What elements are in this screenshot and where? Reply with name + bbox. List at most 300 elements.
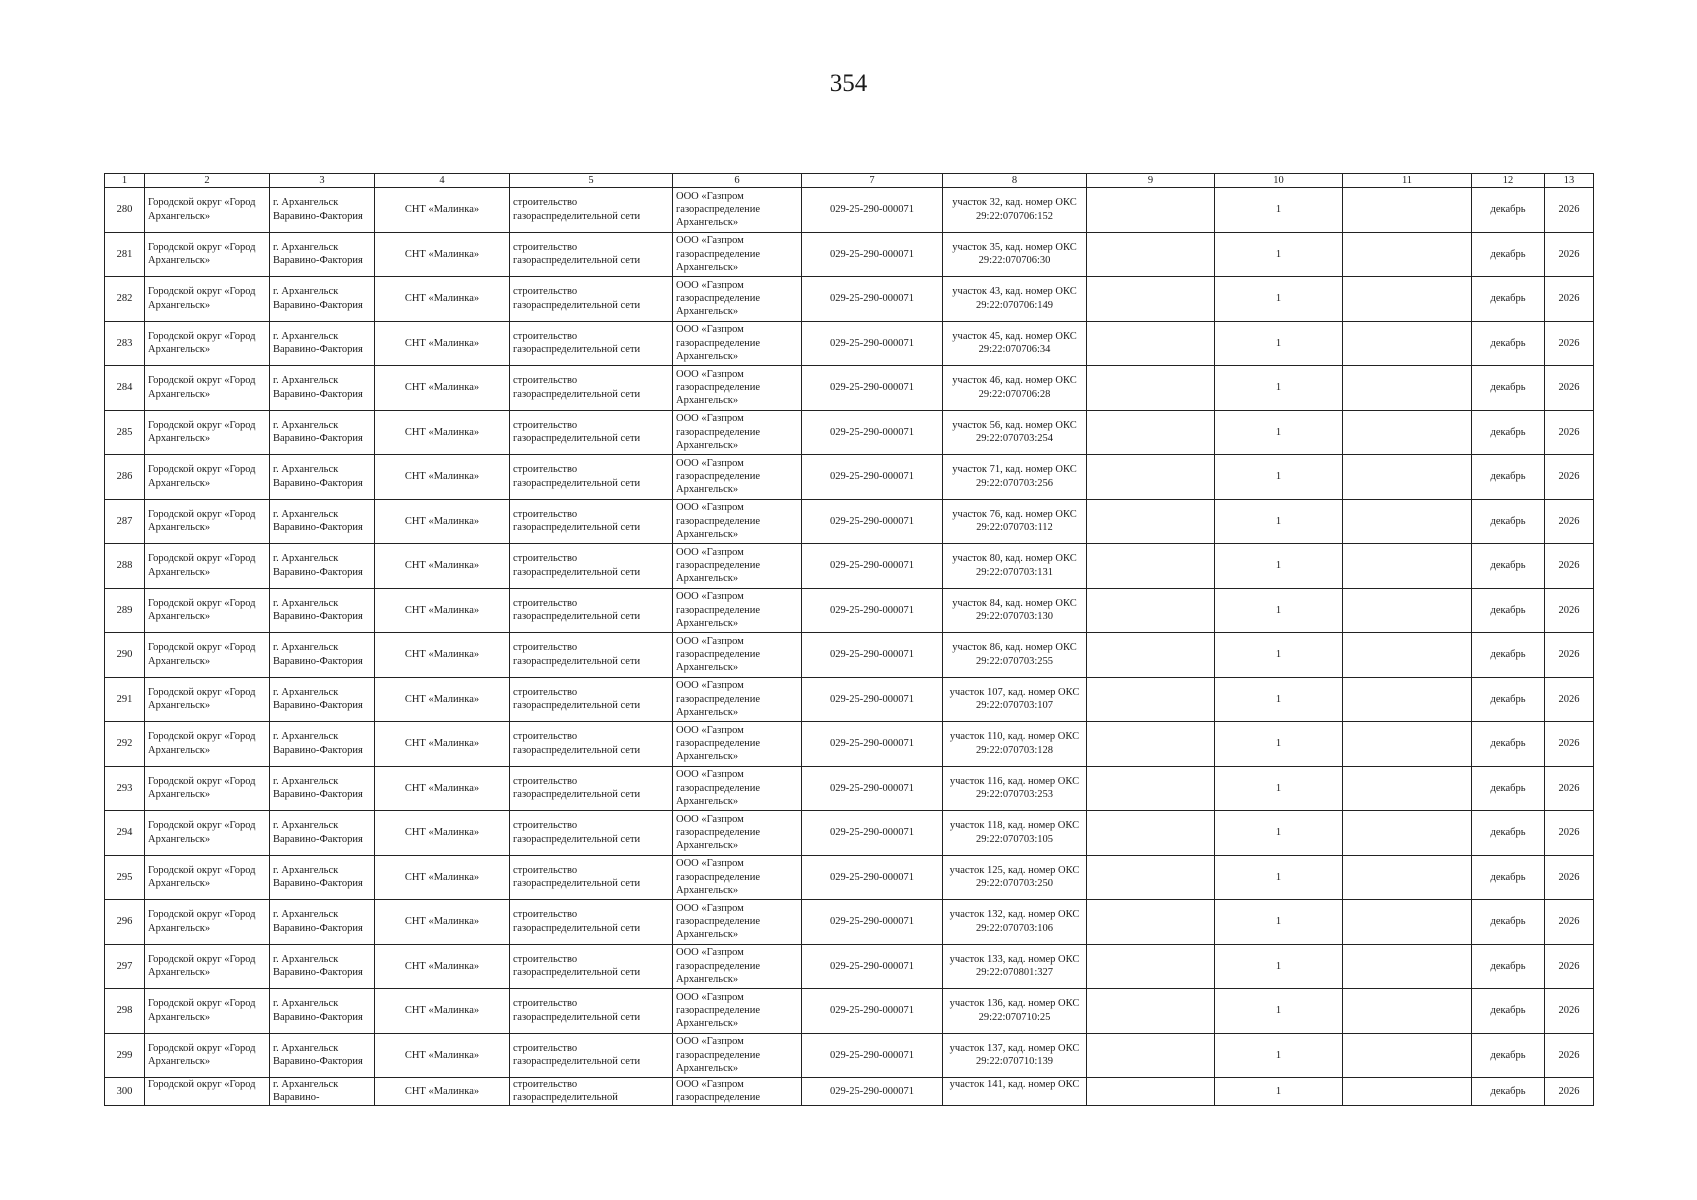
- table-cell-col-3: г. Архангельск Варавино-Фактория: [270, 900, 375, 945]
- table-cell-col-3: г. Архангельск Варавино-Фактория: [270, 544, 375, 589]
- table-cell-col-3: г. Архангельск Варавино-Фактория: [270, 321, 375, 366]
- table-cell-col-9: [1087, 944, 1215, 989]
- table-cell-col-11: [1343, 1033, 1472, 1078]
- table-cell-col-12: декабрь: [1472, 410, 1545, 455]
- table-cell-col-10: 1: [1215, 1033, 1343, 1078]
- table-row: [105, 855, 1594, 900]
- table-cell-col-1: 296: [105, 900, 145, 945]
- table-row: [105, 1078, 1594, 1106]
- table-cell-col-12: декабрь: [1472, 722, 1545, 767]
- table-cell-col-7: 029-25-290-000071: [802, 277, 943, 322]
- table-cell-col-8: участок 107, кад. номер ОКС 29:22:070703:107: [943, 677, 1087, 722]
- table-row: [105, 321, 1594, 366]
- table-cell-col-6: ООО «Газпром газораспределение Архангельск»: [673, 633, 802, 678]
- table-cell-col-6: ООО «Газпром газораспределение Архангельск»: [673, 944, 802, 989]
- table-cell-col-11: [1343, 499, 1472, 544]
- table-cell-col-8: участок 136, кад. номер ОКС 29:22:070710:25: [943, 989, 1087, 1034]
- table-cell-col-2: Городской округ «Город Архангельск»: [145, 588, 270, 633]
- table-cell-col-7: 029-25-290-000071: [802, 811, 943, 856]
- table-cell-col-6: ООО «Газпром газораспределение Архангельск»: [673, 544, 802, 589]
- table-cell-col-11: [1343, 766, 1472, 811]
- table-cell-col-3: г. Архангельск Варавино-Фактория: [270, 410, 375, 455]
- table-cell-col-2: Городской округ «Город Архангельск»: [145, 410, 270, 455]
- table-cell-col-13: 2026: [1545, 277, 1594, 322]
- table-cell-col-13: 2026: [1545, 811, 1594, 856]
- table-cell-col-9: [1087, 321, 1215, 366]
- table-cell-col-11: [1343, 588, 1472, 633]
- table-row: [105, 766, 1594, 811]
- table-cell-col-13: 2026: [1545, 766, 1594, 811]
- table-cell-col-11: [1343, 633, 1472, 678]
- table-cell-col-3: г. Архангельск Варавино-Фактория: [270, 722, 375, 767]
- column-header-9: 9: [1087, 174, 1215, 188]
- column-header-3: 3: [270, 174, 375, 188]
- table-cell-col-9: [1087, 633, 1215, 678]
- table-cell-col-5: строительство газораспределительной сети: [510, 855, 673, 900]
- table-cell-col-3: г. Архангельск Варавино-Фактория: [270, 188, 375, 233]
- table-cell-col-8: участок 110, кад. номер ОКС 29:22:070703:128: [943, 722, 1087, 767]
- table-cell-col-5: строительство газораспределительной сети: [510, 722, 673, 767]
- column-header-11: 11: [1343, 174, 1472, 188]
- construction-schedule-table: [104, 173, 1594, 1106]
- table-cell-col-3: г. Архангельск Варавино-Фактория: [270, 232, 375, 277]
- table-cell-col-4: СНТ «Малинка»: [375, 588, 510, 633]
- table-cell-col-8: участок 35, кад. номер ОКС 29:22:070706:30: [943, 232, 1087, 277]
- column-header-10: 10: [1215, 174, 1343, 188]
- table-cell-col-1: 293: [105, 766, 145, 811]
- table-cell-col-13: 2026: [1545, 232, 1594, 277]
- table-cell-col-2: Городской округ «Город Архангельск»: [145, 989, 270, 1034]
- table-cell-col-2: Городской округ «Город Архангельск»: [145, 188, 270, 233]
- table-cell-col-2: Городской округ «Город Архангельск»: [145, 455, 270, 500]
- table-cell-col-8: участок 45, кад. номер ОКС 29:22:070706:34: [943, 321, 1087, 366]
- table-cell-col-3: г. Архангельск Варавино-Фактория: [270, 811, 375, 856]
- table-cell-col-10: 1: [1215, 811, 1343, 856]
- table-row: [105, 410, 1594, 455]
- table-cell-col-7: 029-25-290-000071: [802, 989, 943, 1034]
- table-cell-col-12: декабрь: [1472, 766, 1545, 811]
- table-cell-col-13: 2026: [1545, 410, 1594, 455]
- table-cell-col-6: ООО «Газпром газораспределение Архангельск»: [673, 277, 802, 322]
- table-cell-col-1: 287: [105, 499, 145, 544]
- table-cell-col-6: ООО «Газпром газораспределение Архангельск»: [673, 900, 802, 945]
- table-cell-col-13: 2026: [1545, 633, 1594, 678]
- table-cell-col-2: Городской округ «Город Архангельск»: [145, 900, 270, 945]
- table-cell-col-1: 290: [105, 633, 145, 678]
- table-cell-col-1: 286: [105, 455, 145, 500]
- table-cell-col-6: ООО «Газпром газораспределение Архангельск»: [673, 1033, 802, 1078]
- table-cell-col-6: ООО «Газпром газораспределение Архангельск»: [673, 366, 802, 411]
- table-cell-col-7: 029-25-290-000071: [802, 722, 943, 767]
- table-cell-col-8: участок 137, кад. номер ОКС 29:22:070710:139: [943, 1033, 1087, 1078]
- table-row: [105, 1033, 1594, 1078]
- table-cell-col-4: СНТ «Малинка»: [375, 410, 510, 455]
- column-header-2: 2: [145, 174, 270, 188]
- table-cell-col-11: [1343, 232, 1472, 277]
- table-cell-col-7: 029-25-290-000071: [802, 188, 943, 233]
- table-cell-col-7: 029-25-290-000071: [802, 1078, 943, 1106]
- table-cell-col-1: 289: [105, 588, 145, 633]
- table-cell-col-2: Городской округ «Город: [145, 1078, 270, 1106]
- table-cell-col-8: участок 46, кад. номер ОКС 29:22:070706:28: [943, 366, 1087, 411]
- table-cell-col-12: декабрь: [1472, 277, 1545, 322]
- table-cell-col-1: 298: [105, 989, 145, 1034]
- table-cell-col-11: [1343, 1078, 1472, 1106]
- table-row: [105, 366, 1594, 411]
- table-cell-col-8: участок 118, кад. номер ОКС 29:22:070703:105: [943, 811, 1087, 856]
- table-cell-col-11: [1343, 989, 1472, 1034]
- table-cell-col-1: 288: [105, 544, 145, 589]
- table-cell-col-2: Городской округ «Город Архангельск»: [145, 766, 270, 811]
- table-cell-col-9: [1087, 811, 1215, 856]
- table-cell-col-8: участок 141, кад. номер ОКС: [943, 1078, 1087, 1106]
- column-header-7: 7: [802, 174, 943, 188]
- table-cell-col-2: Городской округ «Город Архангельск»: [145, 321, 270, 366]
- table-cell-col-11: [1343, 855, 1472, 900]
- table-cell-col-2: Городской округ «Город Архангельск»: [145, 855, 270, 900]
- table-cell-col-3: г. Архангельск Варавино-Фактория: [270, 989, 375, 1034]
- table-cell-col-4: СНТ «Малинка»: [375, 366, 510, 411]
- table-cell-col-10: 1: [1215, 677, 1343, 722]
- table-cell-col-9: [1087, 455, 1215, 500]
- table-cell-col-13: 2026: [1545, 588, 1594, 633]
- table-cell-col-13: 2026: [1545, 321, 1594, 366]
- table-row: [105, 455, 1594, 500]
- table-cell-col-7: 029-25-290-000071: [802, 1033, 943, 1078]
- table-cell-col-13: 2026: [1545, 1078, 1594, 1106]
- table-cell-col-5: строительство газораспределительной сети: [510, 232, 673, 277]
- column-header-12: 12: [1472, 174, 1545, 188]
- table-cell-col-10: 1: [1215, 499, 1343, 544]
- table-cell-col-2: Городской округ «Город Архангельск»: [145, 232, 270, 277]
- table-cell-col-6: ООО «Газпром газораспределение Архангельск»: [673, 722, 802, 767]
- table-cell-col-12: декабрь: [1472, 989, 1545, 1034]
- table-cell-col-10: 1: [1215, 1078, 1343, 1106]
- table-cell-col-8: участок 125, кад. номер ОКС 29:22:070703:250: [943, 855, 1087, 900]
- table-cell-col-4: СНТ «Малинка»: [375, 633, 510, 678]
- table-cell-col-12: декабрь: [1472, 677, 1545, 722]
- table-cell-col-6: ООО «Газпром газораспределение Архангельск»: [673, 855, 802, 900]
- table-cell-col-3: г. Архангельск Варавино-Фактория: [270, 366, 375, 411]
- table-cell-col-2: Городской округ «Город Архангельск»: [145, 944, 270, 989]
- table-cell-col-8: участок 84, кад. номер ОКС 29:22:070703:130: [943, 588, 1087, 633]
- table-cell-col-10: 1: [1215, 766, 1343, 811]
- table-cell-col-12: декабрь: [1472, 499, 1545, 544]
- table-cell-col-4: СНТ «Малинка»: [375, 944, 510, 989]
- table-cell-col-8: участок 80, кад. номер ОКС 29:22:070703:131: [943, 544, 1087, 589]
- table-cell-col-11: [1343, 277, 1472, 322]
- table-cell-col-10: 1: [1215, 900, 1343, 945]
- table-cell-col-9: [1087, 188, 1215, 233]
- table-cell-col-9: [1087, 722, 1215, 767]
- table-cell-col-5: строительство газораспределительной сети: [510, 321, 673, 366]
- table-cell-col-2: Городской округ «Город Архангельск»: [145, 366, 270, 411]
- table-cell-col-12: декабрь: [1472, 321, 1545, 366]
- table-cell-col-12: декабрь: [1472, 944, 1545, 989]
- table-cell-col-13: 2026: [1545, 366, 1594, 411]
- table-cell-col-9: [1087, 544, 1215, 589]
- table-cell-col-8: участок 43, кад. номер ОКС 29:22:070706:149: [943, 277, 1087, 322]
- table-cell-col-7: 029-25-290-000071: [802, 588, 943, 633]
- table-cell-col-11: [1343, 722, 1472, 767]
- table-cell-col-6: ООО «Газпром газораспределение Архангельск»: [673, 455, 802, 500]
- table-cell-col-5: строительство газораспределительной сети: [510, 766, 673, 811]
- table-cell-col-6: ООО «Газпром газораспределение Архангельск»: [673, 321, 802, 366]
- table-cell-col-4: СНТ «Малинка»: [375, 277, 510, 322]
- table-cell-col-5: строительство газораспределительной сети: [510, 1033, 673, 1078]
- table-cell-col-4: СНТ «Малинка»: [375, 766, 510, 811]
- table-cell-col-4: СНТ «Малинка»: [375, 232, 510, 277]
- column-header-8: 8: [943, 174, 1087, 188]
- table-cell-col-6: ООО «Газпром газораспределение Архангельск»: [673, 188, 802, 233]
- table-cell-col-10: 1: [1215, 633, 1343, 678]
- table-header-row: [105, 174, 1594, 188]
- table-cell-col-9: [1087, 855, 1215, 900]
- table-cell-col-13: 2026: [1545, 455, 1594, 500]
- table-cell-col-1: 300: [105, 1078, 145, 1106]
- table-cell-col-7: 029-25-290-000071: [802, 944, 943, 989]
- table-cell-col-12: декабрь: [1472, 366, 1545, 411]
- table-cell-col-4: СНТ «Малинка»: [375, 855, 510, 900]
- table-cell-col-10: 1: [1215, 277, 1343, 322]
- column-header-5: 5: [510, 174, 673, 188]
- table-row: [105, 232, 1594, 277]
- table-cell-col-5: строительство газораспределительной сети: [510, 944, 673, 989]
- table-cell-col-7: 029-25-290-000071: [802, 455, 943, 500]
- table-cell-col-12: декабрь: [1472, 855, 1545, 900]
- table-cell-col-13: 2026: [1545, 677, 1594, 722]
- table-cell-col-10: 1: [1215, 321, 1343, 366]
- table-cell-col-3: г. Архангельск Варавино-Фактория: [270, 499, 375, 544]
- table-row: [105, 722, 1594, 767]
- table-cell-col-9: [1087, 277, 1215, 322]
- table-cell-col-4: СНТ «Малинка»: [375, 677, 510, 722]
- table-cell-col-9: [1087, 499, 1215, 544]
- table-cell-col-13: 2026: [1545, 722, 1594, 767]
- table-cell-col-10: 1: [1215, 855, 1343, 900]
- table-cell-col-6: ООО «Газпром газораспределение Архангельск»: [673, 410, 802, 455]
- table-cell-col-8: участок 71, кад. номер ОКС 29:22:070703:256: [943, 455, 1087, 500]
- table-cell-col-5: строительство газораспределительной сети: [510, 544, 673, 589]
- table-cell-col-12: декабрь: [1472, 811, 1545, 856]
- table-cell-col-10: 1: [1215, 410, 1343, 455]
- table-cell-col-5: строительство газораспределительной сети: [510, 989, 673, 1034]
- table-cell-col-9: [1087, 410, 1215, 455]
- table-cell-col-3: г. Архангельск Варавино-Фактория: [270, 277, 375, 322]
- table-cell-col-2: Городской округ «Город Архангельск»: [145, 677, 270, 722]
- table-cell-col-5: строительство газораспределительной сети: [510, 455, 673, 500]
- table-cell-col-10: 1: [1215, 588, 1343, 633]
- table-cell-col-11: [1343, 366, 1472, 411]
- table-row: [105, 677, 1594, 722]
- table-cell-col-5: строительство газораспределительной сети: [510, 366, 673, 411]
- table-cell-col-7: 029-25-290-000071: [802, 544, 943, 589]
- table-cell-col-4: СНТ «Малинка»: [375, 900, 510, 945]
- page-number: 354: [829, 70, 868, 97]
- table-cell-col-4: СНТ «Малинка»: [375, 1033, 510, 1078]
- table-row: [105, 188, 1594, 233]
- table-cell-col-5: строительство газораспределительной сети: [510, 900, 673, 945]
- table-cell-col-4: СНТ «Малинка»: [375, 455, 510, 500]
- table-cell-col-9: [1087, 1078, 1215, 1106]
- table-cell-col-7: 029-25-290-000071: [802, 410, 943, 455]
- table-cell-col-4: СНТ «Малинка»: [375, 321, 510, 366]
- table-cell-col-3: г. Архангельск Варавино-Фактория: [270, 855, 375, 900]
- table-cell-col-13: 2026: [1545, 944, 1594, 989]
- table-row: [105, 811, 1594, 856]
- table-cell-col-11: [1343, 944, 1472, 989]
- table-cell-col-11: [1343, 188, 1472, 233]
- table-row: [105, 900, 1594, 945]
- table-cell-col-7: 029-25-290-000071: [802, 855, 943, 900]
- table-cell-col-10: 1: [1215, 455, 1343, 500]
- table-cell-col-3: г. Архангельск Варавино-Фактория: [270, 1033, 375, 1078]
- table-cell-col-12: декабрь: [1472, 633, 1545, 678]
- table-cell-col-6: ООО «Газпром газораспределение: [673, 1078, 802, 1106]
- table-cell-col-13: 2026: [1545, 1033, 1594, 1078]
- table-cell-col-5: строительство газораспределительной сети: [510, 410, 673, 455]
- table-cell-col-6: ООО «Газпром газораспределение Архангельск»: [673, 588, 802, 633]
- table-cell-col-8: участок 32, кад. номер ОКС 29:22:070706:152: [943, 188, 1087, 233]
- table-cell-col-3: г. Архангельск Варавино-Фактория: [270, 944, 375, 989]
- table-cell-col-5: строительство газораспределительной сети: [510, 499, 673, 544]
- table-cell-col-5: строительство газораспределительной сети: [510, 588, 673, 633]
- table-cell-col-1: 294: [105, 811, 145, 856]
- table-cell-col-6: ООО «Газпром газораспределение Архангельск»: [673, 677, 802, 722]
- table-cell-col-1: 280: [105, 188, 145, 233]
- table-cell-col-8: участок 76, кад. номер ОКС 29:22:070703:112: [943, 499, 1087, 544]
- table-cell-col-2: Городской округ «Город Архангельск»: [145, 499, 270, 544]
- table-cell-col-10: 1: [1215, 944, 1343, 989]
- table-cell-col-4: СНТ «Малинка»: [375, 811, 510, 856]
- table-cell-col-4: СНТ «Малинка»: [375, 722, 510, 767]
- table-cell-col-10: 1: [1215, 722, 1343, 767]
- table-cell-col-7: 029-25-290-000071: [802, 321, 943, 366]
- table-cell-col-7: 029-25-290-000071: [802, 232, 943, 277]
- table-cell-col-1: 284: [105, 366, 145, 411]
- table-cell-col-10: 1: [1215, 544, 1343, 589]
- table-cell-col-2: Городской округ «Город Архангельск»: [145, 722, 270, 767]
- table-cell-col-12: декабрь: [1472, 455, 1545, 500]
- table-cell-col-9: [1087, 366, 1215, 411]
- table-cell-col-6: ООО «Газпром газораспределение Архангельск»: [673, 811, 802, 856]
- table-cell-col-6: ООО «Газпром газораспределение Архангельск»: [673, 232, 802, 277]
- table-row: [105, 588, 1594, 633]
- table-row: [105, 499, 1594, 544]
- table-cell-col-7: 029-25-290-000071: [802, 677, 943, 722]
- table-cell-col-1: 292: [105, 722, 145, 767]
- table-cell-col-12: декабрь: [1472, 900, 1545, 945]
- table-cell-col-13: 2026: [1545, 499, 1594, 544]
- table-cell-col-6: ООО «Газпром газораспределение Архангельск»: [673, 499, 802, 544]
- table-cell-col-11: [1343, 811, 1472, 856]
- table-cell-col-6: ООО «Газпром газораспределение Архангельск»: [673, 989, 802, 1034]
- table-cell-col-2: Городской округ «Город Архангельск»: [145, 277, 270, 322]
- table-cell-col-1: 291: [105, 677, 145, 722]
- table-cell-col-2: Городской округ «Город Архангельск»: [145, 1033, 270, 1078]
- table-cell-col-12: декабрь: [1472, 1078, 1545, 1106]
- table-cell-col-3: г. Архангельск Варавино-Фактория: [270, 766, 375, 811]
- table-cell-col-5: строительство газораспределительной: [510, 1078, 673, 1106]
- column-header-6: 6: [673, 174, 802, 188]
- table-cell-col-1: 285: [105, 410, 145, 455]
- table-cell-col-4: СНТ «Малинка»: [375, 544, 510, 589]
- table-cell-col-5: строительство газораспределительной сети: [510, 633, 673, 678]
- table-cell-col-4: СНТ «Малинка»: [375, 989, 510, 1034]
- table-cell-col-2: Городской округ «Город Архангельск»: [145, 633, 270, 678]
- table-cell-col-10: 1: [1215, 366, 1343, 411]
- table-cell-col-13: 2026: [1545, 188, 1594, 233]
- table-row: [105, 989, 1594, 1034]
- table-cell-col-11: [1343, 900, 1472, 945]
- table-cell-col-8: участок 132, кад. номер ОКС 29:22:070703:106: [943, 900, 1087, 945]
- table-cell-col-8: участок 56, кад. номер ОКС 29:22:070703:254: [943, 410, 1087, 455]
- table-cell-col-7: 029-25-290-000071: [802, 366, 943, 411]
- table-cell-col-1: 295: [105, 855, 145, 900]
- table-cell-col-11: [1343, 544, 1472, 589]
- table-cell-col-9: [1087, 900, 1215, 945]
- table-cell-col-5: строительство газораспределительной сети: [510, 811, 673, 856]
- table-cell-col-1: 281: [105, 232, 145, 277]
- table-cell-col-3: г. Архангельск Варавино-Фактория: [270, 588, 375, 633]
- table-cell-col-3: г. Архангельск Варавино-Фактория: [270, 633, 375, 678]
- table-row: [105, 944, 1594, 989]
- table-cell-col-11: [1343, 455, 1472, 500]
- table-cell-col-9: [1087, 588, 1215, 633]
- table-cell-col-13: 2026: [1545, 989, 1594, 1034]
- table-row: [105, 544, 1594, 589]
- table-cell-col-9: [1087, 232, 1215, 277]
- table-cell-col-9: [1087, 1033, 1215, 1078]
- table-row: [105, 633, 1594, 678]
- table-cell-col-9: [1087, 989, 1215, 1034]
- table-cell-col-3: г. Архангельск Варавино-Фактория: [270, 677, 375, 722]
- table-cell-col-9: [1087, 766, 1215, 811]
- table-cell-col-7: 029-25-290-000071: [802, 900, 943, 945]
- table-cell-col-1: 282: [105, 277, 145, 322]
- table-cell-col-4: СНТ «Малинка»: [375, 1078, 510, 1106]
- table-cell-col-8: участок 86, кад. номер ОКС 29:22:070703:255: [943, 633, 1087, 678]
- column-header-4: 4: [375, 174, 510, 188]
- table-cell-col-8: участок 116, кад. номер ОКС 29:22:070703:253: [943, 766, 1087, 811]
- column-header-13: 13: [1545, 174, 1594, 188]
- table-cell-col-12: декабрь: [1472, 232, 1545, 277]
- table-cell-col-12: декабрь: [1472, 188, 1545, 233]
- table-cell-col-8: участок 133, кад. номер ОКС 29:22:070801:327: [943, 944, 1087, 989]
- table-cell-col-5: строительство газораспределительной сети: [510, 188, 673, 233]
- table-cell-col-4: СНТ «Малинка»: [375, 188, 510, 233]
- table-cell-col-5: строительство газораспределительной сети: [510, 677, 673, 722]
- table-cell-col-7: 029-25-290-000071: [802, 633, 943, 678]
- table-cell-col-11: [1343, 677, 1472, 722]
- table-cell-col-11: [1343, 321, 1472, 366]
- table-cell-col-5: строительство газораспределительной сети: [510, 277, 673, 322]
- table-cell-col-2: Городской округ «Город Архангельск»: [145, 544, 270, 589]
- table-cell-col-6: ООО «Газпром газораспределение Архангельск»: [673, 766, 802, 811]
- table-cell-col-13: 2026: [1545, 544, 1594, 589]
- table-cell-col-11: [1343, 410, 1472, 455]
- table-cell-col-2: Городской округ «Город Архангельск»: [145, 811, 270, 856]
- table-cell-col-4: СНТ «Малинка»: [375, 499, 510, 544]
- table-cell-col-1: 299: [105, 1033, 145, 1078]
- table-cell-col-12: декабрь: [1472, 588, 1545, 633]
- table-cell-col-13: 2026: [1545, 900, 1594, 945]
- table-cell-col-12: декабрь: [1472, 544, 1545, 589]
- table-row: [105, 277, 1594, 322]
- table-cell-col-10: 1: [1215, 188, 1343, 233]
- table-cell-col-1: 297: [105, 944, 145, 989]
- table-cell-col-13: 2026: [1545, 855, 1594, 900]
